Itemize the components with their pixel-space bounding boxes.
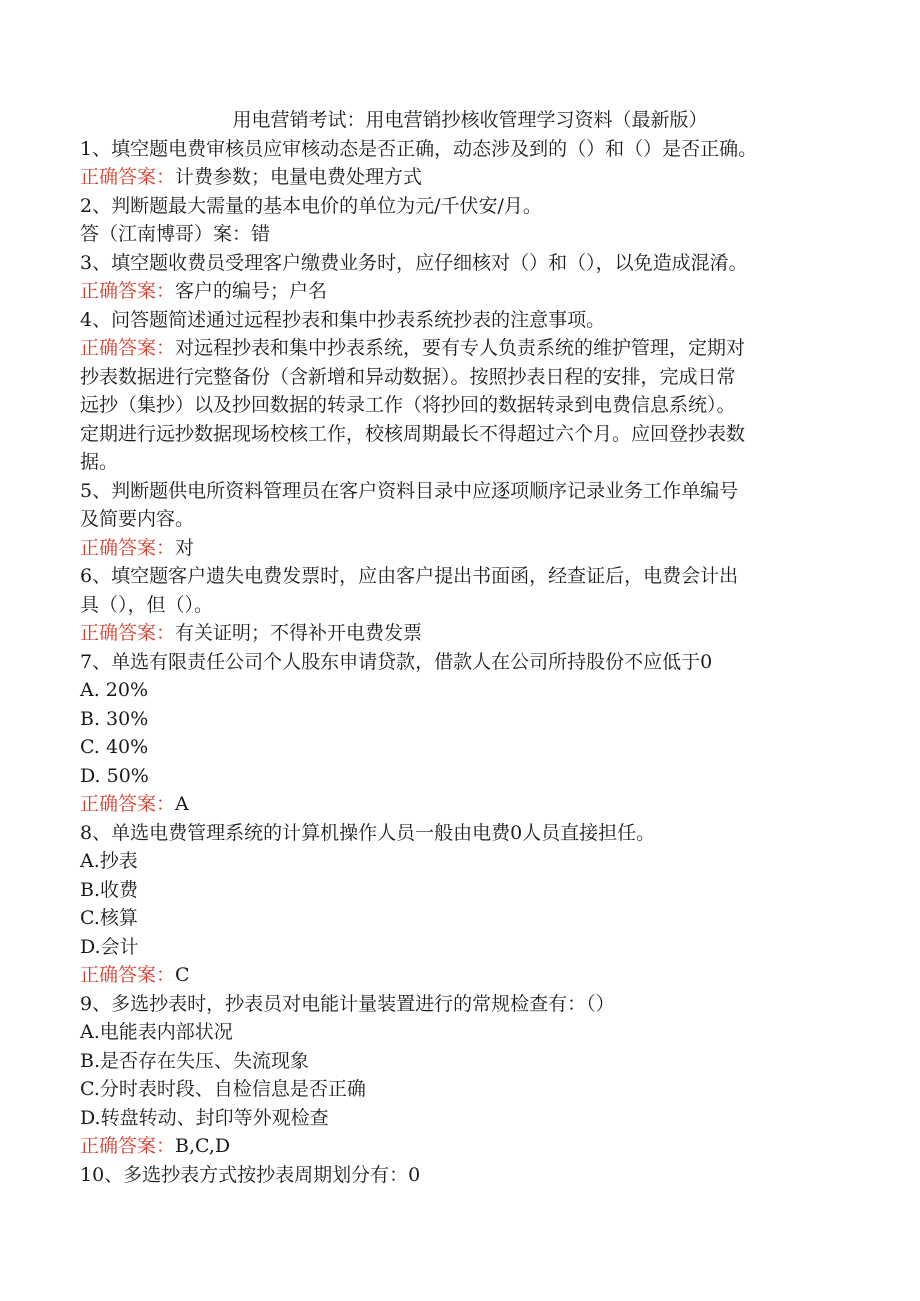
- option-8-d: D.会计: [80, 935, 139, 958]
- option-7-b: B. 30%: [80, 707, 149, 730]
- question-5-line-2: 及简要内容。: [80, 508, 195, 530]
- answer-6: [80, 619, 860, 648]
- answer-4-line-4: 定期进行远抄数据现场校核工作，校核周期最长不得超过六个月。应回登抄表数: [80, 422, 746, 445]
- answer-label: 正确答案：: [80, 964, 176, 986]
- option-8-b: B.收费: [80, 878, 139, 901]
- question-10: 10、多选抄表方式按抄表周期划分有：0: [80, 1163, 421, 1186]
- question-9: 9、多选抄表时，抄表员对电能计量装置进行的常规检查有：（）: [80, 992, 615, 1015]
- answer-text: 客户的编号；户名: [175, 280, 328, 302]
- question-2: 2、判断题最大需量的基本电价的单位为元/千伏安/月。: [80, 194, 542, 217]
- answer-label: 正确答案：: [80, 166, 176, 188]
- option-7-c: C. 40%: [80, 736, 149, 758]
- answer-label: 正确答案：: [80, 280, 176, 302]
- document-title: 用电营销考试：用电营销抄核收管理学习资料（最新版）: [232, 109, 708, 131]
- answer-4-line-5: 据。: [80, 451, 119, 473]
- answer-label: 正确答案：: [80, 622, 176, 644]
- answer-label: 正确答案：: [80, 1135, 176, 1157]
- answer-4-line-3: 远抄（集抄）以及抄回数据的转录工作（将抄回的数据转录到电费信息系统）。: [80, 394, 736, 416]
- document-page: [80, 106, 860, 1189]
- option-7-a: A. 20%: [80, 679, 149, 701]
- option-9-c: C.分时表时段、自检信息是否正确: [80, 1078, 366, 1100]
- answer-8: [80, 961, 860, 990]
- option-9-b: B.是否存在失压、失流现象: [80, 1049, 310, 1072]
- answer-text: C: [175, 964, 190, 986]
- question-7: 7、单选有限责任公司个人股东申请贷款，借款人在公司所持股份不应低于0: [80, 650, 713, 673]
- answer-3: [80, 277, 860, 306]
- answer-text: 计费参数；电量电费处理方式: [175, 166, 423, 188]
- answer-text: A: [175, 793, 189, 815]
- answer-7: [80, 790, 860, 819]
- question-6-line-1: 6、填空题客户遗失电费发票时，应由客户提出书面函，经查证后，电费会计出: [80, 565, 739, 587]
- question-4: 4、问答题简述通过远程抄表和集中抄表系统抄表的注意事项。: [80, 308, 606, 331]
- answer-1: [80, 163, 860, 192]
- question-8: 8、单选电费管理系统的计算机操作人员一般由电费0人员直接担任。: [80, 821, 656, 844]
- answer-4-line-2: 抄表数据进行完整备份（含新增和异动数据）。按照抄表日程的安排，完成日常: [80, 365, 736, 388]
- question-5-line-1: 5、判断题供电所资料管理员在客户资料目录中应逐项顺序记录业务工作单编号: [80, 479, 739, 502]
- answer-2: 答（江南博哥）案：错: [80, 223, 271, 245]
- option-8-c: C.核算: [80, 907, 138, 929]
- answer-5: [80, 534, 860, 563]
- answer-label: 正确答案：: [80, 337, 176, 359]
- question-6-line-2: 具（），但（）。: [80, 593, 214, 616]
- answer-label: 正确答案：: [80, 536, 176, 559]
- answer-text: B,C,D: [175, 1135, 231, 1157]
- answer-text: 对: [175, 536, 195, 559]
- answer-text: 有关证明；不得补开电费发票: [175, 622, 423, 644]
- option-8-a: A.抄表: [80, 850, 138, 872]
- answer-label: 正确答案：: [80, 793, 176, 815]
- answer-9: [80, 1132, 860, 1161]
- option-9-a: A.电能表内部状况: [80, 1021, 233, 1043]
- question-3: 3、填空题收费员受理客户缴费业务时，应仔细核对（）和（），以免造成混淆。: [80, 251, 748, 274]
- answer-4-line-1: [80, 334, 860, 363]
- answer-text: 对远程抄表和集中抄表系统，要有专人负责系统的维护管理，定期对: [175, 337, 746, 359]
- question-1: 1、填空题电费审核员应审核动态是否正确，动态涉及到的（）和（）是否正确。: [80, 137, 758, 160]
- option-7-d: D. 50%: [80, 764, 149, 787]
- option-9-d: D.转盘转动、封印等外观检查: [80, 1106, 329, 1129]
